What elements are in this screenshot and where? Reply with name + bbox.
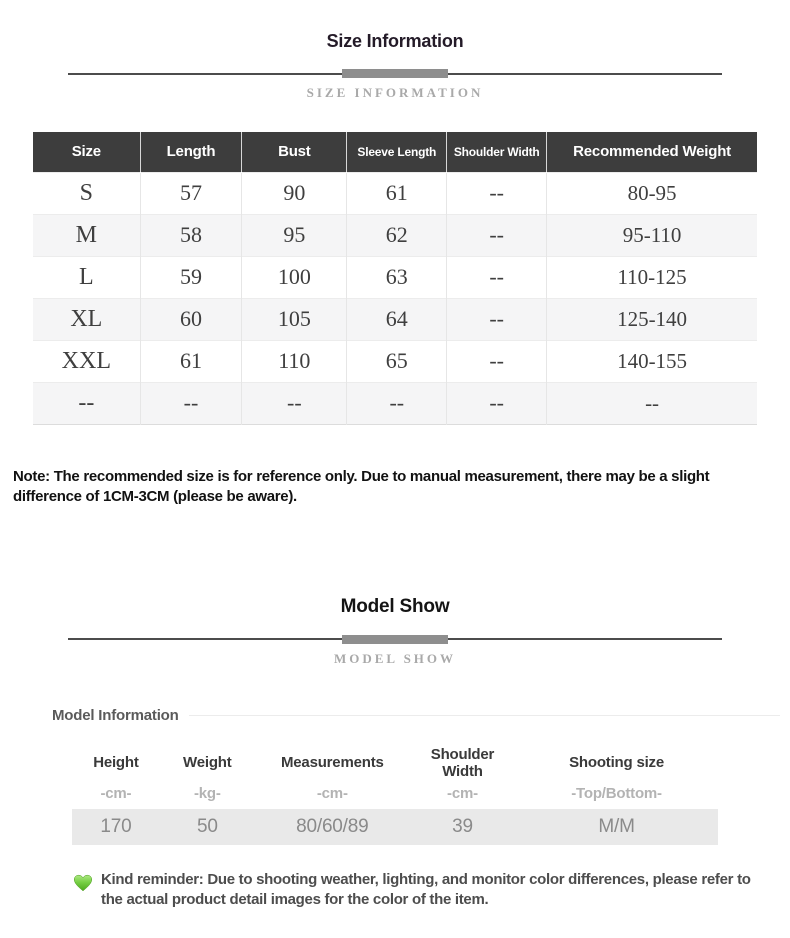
size-note: Note: The recommended size is for reference only. Due to manual measurement, there may be a slight difference of 1CM-3CM (please be aware).: [13, 467, 710, 506]
cell-size: L: [33, 256, 140, 298]
model-info-rule: [189, 715, 780, 716]
cell-shoulder: --: [447, 214, 547, 256]
cell-length: 57: [140, 172, 242, 214]
model-unit-height: -cm-: [100, 784, 132, 802]
model-table-units-row: [72, 783, 718, 806]
cell-size: M: [33, 214, 140, 256]
cell-bust: --: [242, 382, 347, 424]
cell-weight: 95-110: [547, 214, 757, 256]
table-row-m: [33, 214, 757, 256]
cell-size: XL: [33, 298, 140, 340]
column-header-length: Length: [140, 132, 242, 172]
cell-length: --: [140, 382, 242, 424]
model-table-header-row: [72, 744, 718, 783]
cell-sleeve: 64: [347, 298, 447, 340]
cell-shoulder: --: [447, 298, 547, 340]
model-header-shooting-size: Shooting size: [569, 754, 664, 772]
model-unit-measurements: -cm-: [316, 784, 348, 802]
size-section-title: Size Information: [326, 31, 464, 51]
cell-bust: 90: [242, 172, 347, 214]
section-divider: [68, 635, 722, 644]
cell-length: 61: [140, 340, 242, 382]
column-header-recommended-weight: Recommended Weight: [547, 132, 757, 172]
size-section-subtitle: SIZE INFORMATION: [306, 85, 484, 100]
model-value-height: 170: [100, 815, 132, 837]
cell-size: S: [33, 172, 140, 214]
cell-length: 58: [140, 214, 242, 256]
table-row-s: [33, 172, 757, 214]
model-section-subtitle: MODEL SHOW: [333, 650, 457, 666]
cell-size: --: [33, 382, 140, 424]
cell-sleeve: 61: [347, 172, 447, 214]
table-row-l: [33, 256, 757, 298]
model-unit-shooting-size: -Top/Bottom-: [571, 784, 662, 802]
column-header-sleeve-length: Sleeve Length: [347, 132, 447, 172]
model-header-shoulder-width: Shoulder Width: [430, 745, 495, 780]
cell-bust: 100: [242, 256, 347, 298]
model-header-weight: Weight: [183, 754, 232, 772]
cell-bust: 110: [242, 340, 347, 382]
model-section-title: Model Show: [340, 595, 450, 617]
model-show-section: [0, 596, 790, 910]
cell-sleeve: --: [347, 382, 447, 424]
cell-weight: 140-155: [547, 340, 757, 382]
divider-bar: [342, 635, 448, 644]
size-table: [33, 132, 757, 425]
cell-bust: 105: [242, 298, 347, 340]
cell-bust: 95: [242, 214, 347, 256]
cell-shoulder: --: [447, 256, 547, 298]
cell-weight: 125-140: [547, 298, 757, 340]
cell-shoulder: --: [447, 172, 547, 214]
cell-sleeve: 62: [347, 214, 447, 256]
model-value-measurements: 80/60/89: [296, 815, 369, 837]
green-heart-icon: [73, 873, 93, 897]
cell-weight: 110-125: [547, 256, 757, 298]
model-unit-weight: -kg-: [193, 784, 221, 802]
cell-shoulder: --: [447, 340, 547, 382]
model-table-values-row: [72, 809, 718, 845]
cell-sleeve: 63: [347, 256, 447, 298]
column-header-shoulder-width: Shoulder Width: [447, 132, 547, 172]
column-header-bust: Bust: [242, 132, 347, 172]
size-table-header-row: [33, 132, 757, 172]
model-info-label: Model Information: [52, 706, 179, 724]
reminder-text: Kind reminder: Due to shooting weather, lighting, and monitor color differences, please refer to the actual product detail images for the color of the item.: [101, 870, 751, 908]
section-divider: [68, 69, 722, 78]
model-info-table: [72, 744, 718, 845]
divider-bar: [342, 69, 448, 78]
model-value-weight: 50: [196, 815, 218, 837]
table-row-xxl: [33, 340, 757, 382]
model-value-shoulder-width: 39: [452, 815, 473, 837]
model-header-height: Height: [93, 754, 139, 772]
model-value-shooting-size: M/M: [598, 815, 635, 837]
kind-reminder: [73, 870, 776, 910]
cell-size: XXL: [33, 340, 140, 382]
table-row-empty: [33, 382, 757, 424]
cell-shoulder: --: [447, 382, 547, 424]
model-info-header: [52, 707, 780, 724]
model-unit-shoulder-width: -cm-: [447, 784, 478, 802]
model-header-measurements: Measurements: [280, 754, 384, 772]
cell-length: 59: [140, 256, 242, 298]
cell-sleeve: 65: [347, 340, 447, 382]
column-header-size: Size: [33, 132, 140, 172]
cell-length: 60: [140, 298, 242, 340]
cell-weight: --: [547, 382, 757, 424]
cell-weight: 80-95: [547, 172, 757, 214]
table-row-xl: [33, 298, 757, 340]
